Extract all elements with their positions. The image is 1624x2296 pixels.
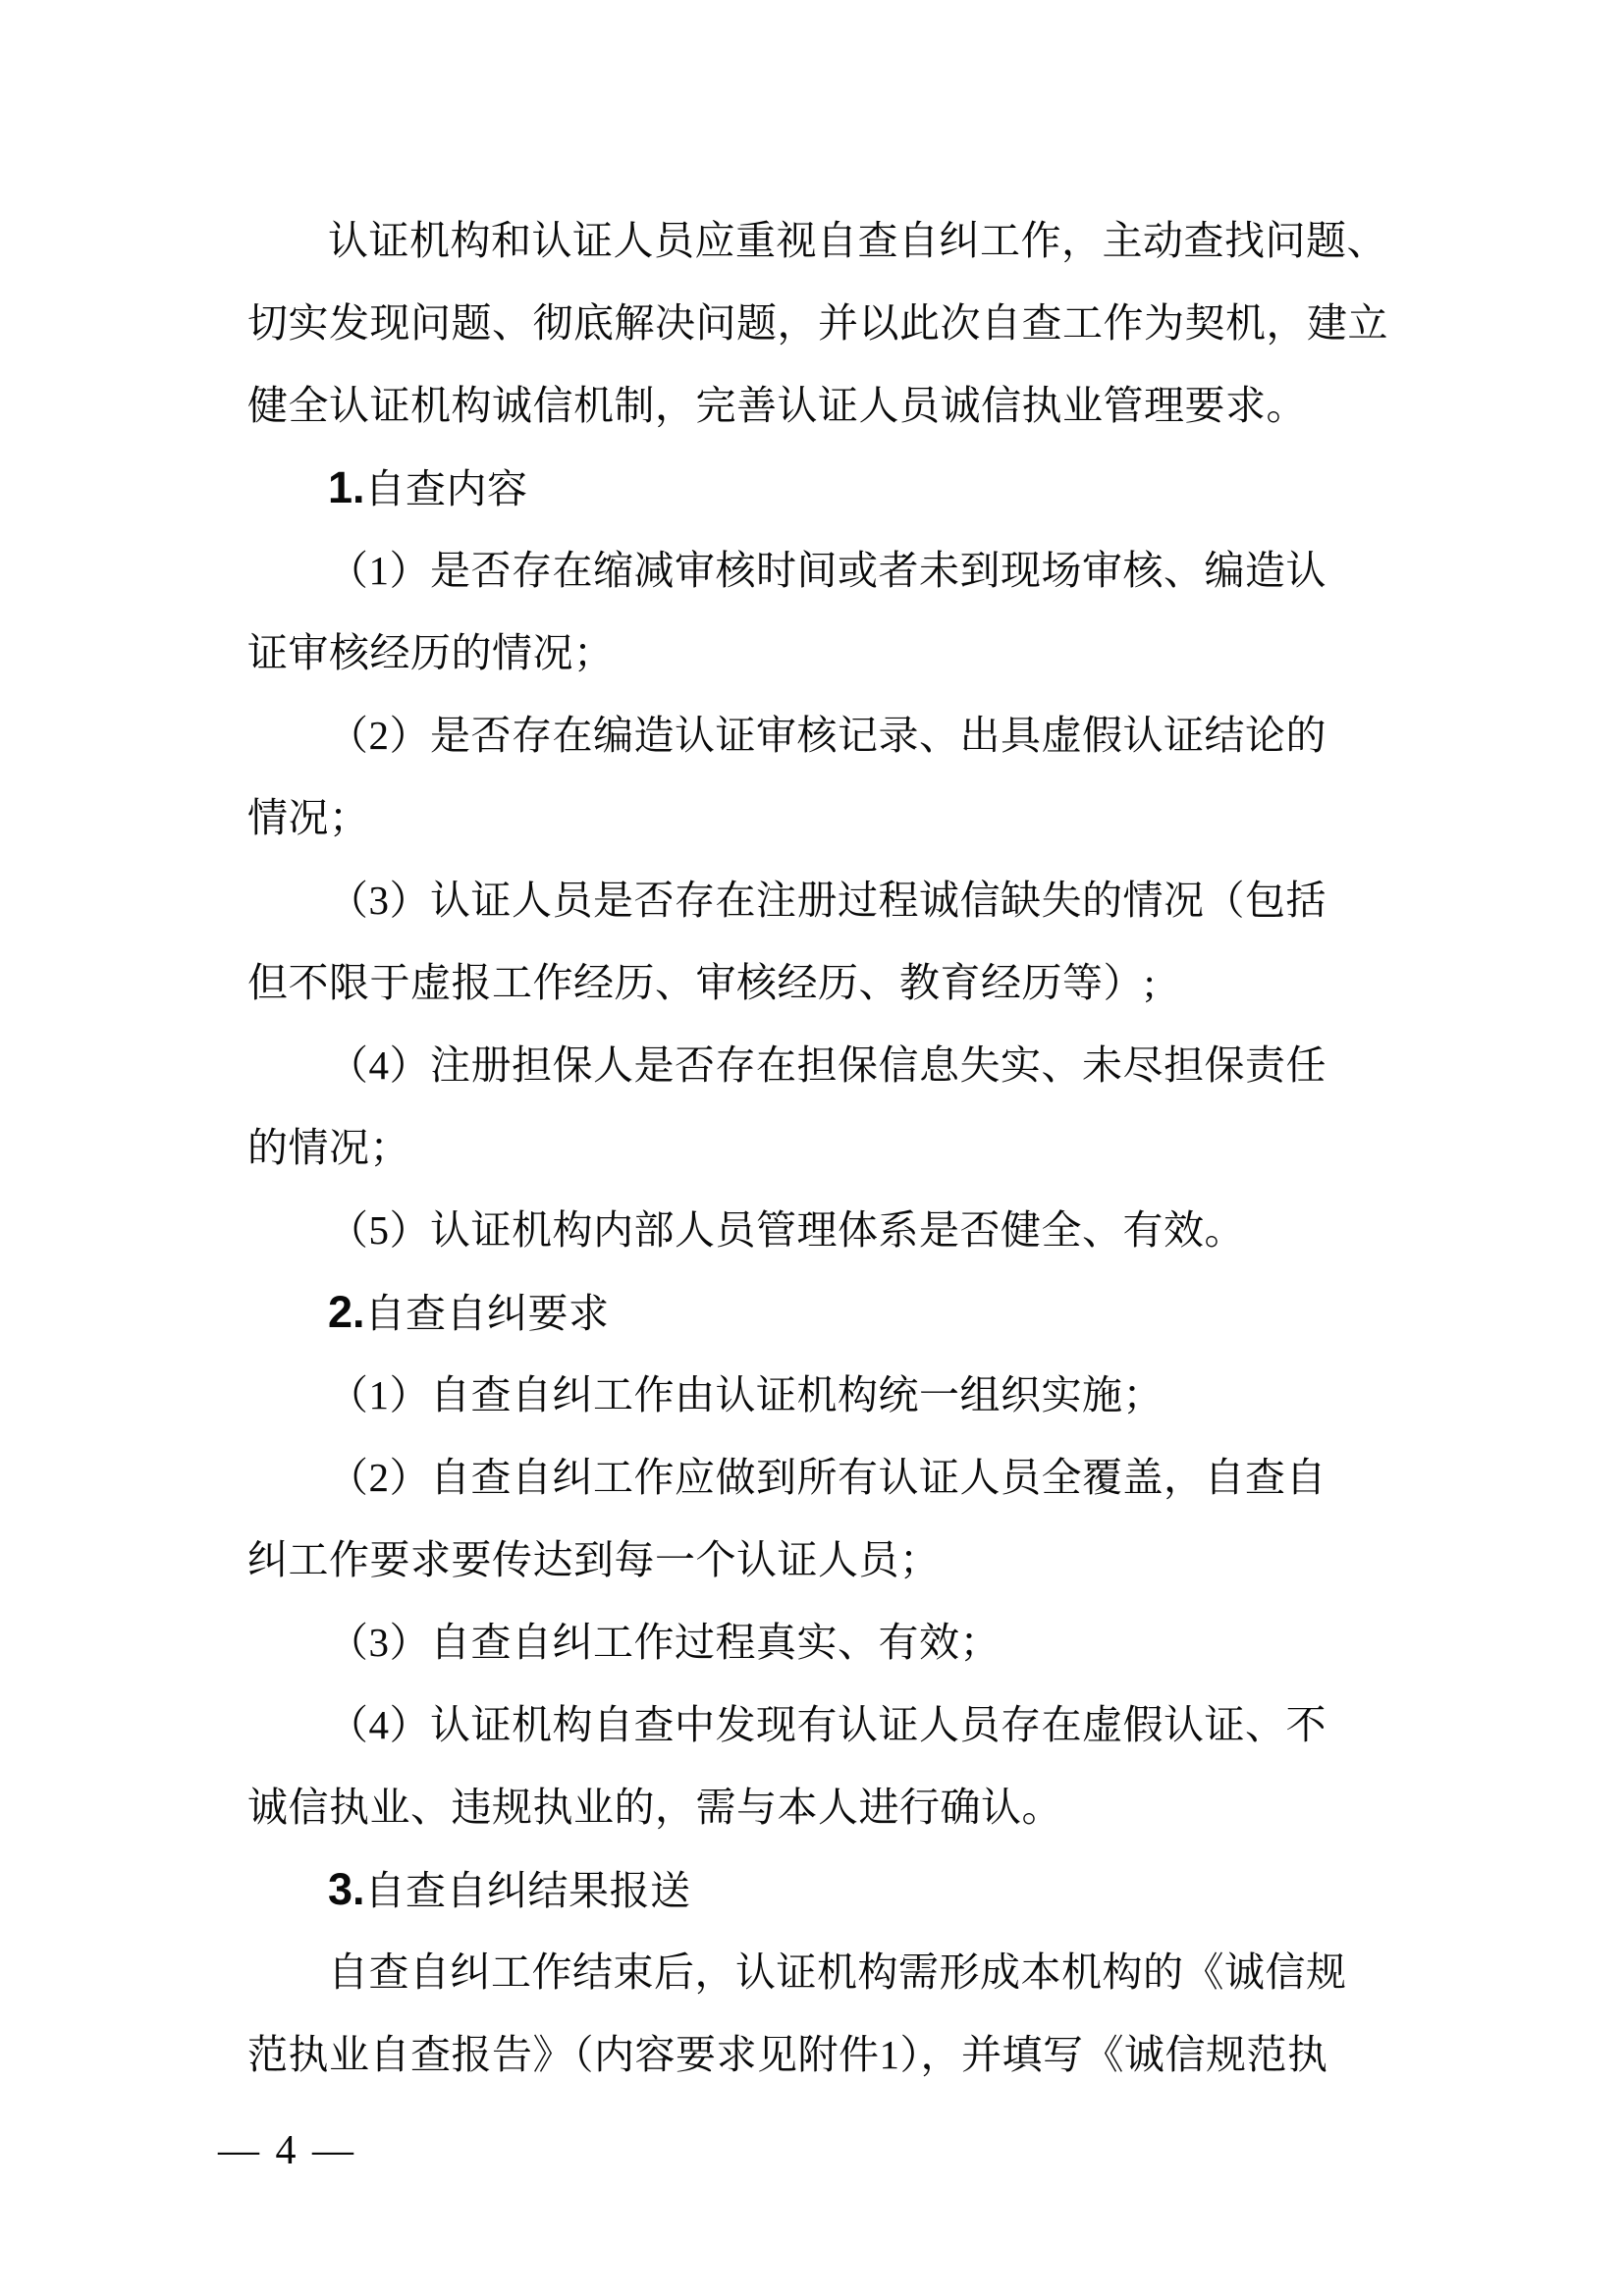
text-line [247,1024,1386,1106]
text-line [247,1189,1386,1271]
text-segment: 自查内容 [364,466,528,511]
text-line [247,1436,1386,1519]
text-line [247,364,1386,447]
text-line [247,1683,1386,1766]
text-line [247,941,1386,1024]
text-segment: 自查自纠结果报送 [364,1868,691,1913]
text-line [247,529,1386,612]
text-line [247,859,1386,941]
text-line [247,1354,1386,1436]
text-segment: （3）自查自纠工作过程真实、有效； [328,1620,1001,1665]
text-segment: 证审核经历的情况； [247,630,615,675]
text-segment: 自查自纠要求 [364,1291,610,1336]
heading-number: 3. [328,1864,365,1914]
text-segment: （1）自查自纠工作由认证机构统一组织实施； [328,1372,1164,1417]
text-line [247,612,1386,694]
text-segment: 纠工作要求要传达到每一个认证人员； [247,1537,941,1582]
heading-number: 1. [328,462,365,512]
text-line [247,1601,1386,1683]
text-segment: 范执业自查报告》（内容要求见附件1），并填写《诚信规范执 [247,2032,1328,2077]
text-segment: （1）是否存在缩减审核时间或者未到现场审核、编造认 [328,548,1326,593]
text-segment: （5）认证机构内部人员管理体系是否健全、有效。 [328,1207,1245,1253]
text-segment: 的情况； [247,1125,410,1170]
text-line [247,776,1386,859]
text-line [247,1766,1386,1848]
text-segment: 情况； [247,795,370,840]
text-segment: （4）认证机构自查中发现有认证人员存在虚假认证、不 [328,1702,1326,1747]
document-body [247,199,1386,2096]
text-line [247,1848,1386,1931]
text-segment: 诚信执业、违规执业的，需与本人进行确认。 [247,1785,1062,1830]
text-segment: （3）认证人员是否存在注册过程诚信缺失的情况（包括 [328,878,1326,923]
text-line [247,1106,1386,1189]
text-segment: 健全认证机构诚信机制，完善认证人员诚信执业管理要求。 [247,383,1307,428]
text-segment: 切实发现问题、彻底解决问题，并以此次自查工作为契机，建立 [247,300,1388,346]
text-line [247,1271,1386,1354]
text-segment: 但不限于虚报工作经历、审核经历、教育经历等）; [247,960,1156,1005]
page-number: — 4 — [218,2128,356,2173]
text-line [247,447,1386,529]
text-line [247,1931,1386,2013]
text-segment: （2）是否存在编造认证审核记录、出具虚假认证结论的 [328,713,1326,758]
text-line [247,2013,1386,2096]
text-line [247,694,1386,776]
text-line [247,282,1386,364]
text-segment: （4）注册担保人是否存在担保信息失实、未尽担保责任 [328,1042,1326,1088]
text-segment: 认证机构和认证人员应重视自查自纠工作，主动查找问题、 [328,218,1387,263]
text-segment: （2）自查自纠工作应做到所有认证人员全覆盖，自查自 [328,1455,1326,1500]
heading-number: 2. [328,1287,365,1337]
text-line [247,199,1386,282]
text-line [247,1519,1386,1601]
text-segment: 自查自纠工作结束后，认证机构需形成本机构的《诚信规 [328,1949,1347,1995]
